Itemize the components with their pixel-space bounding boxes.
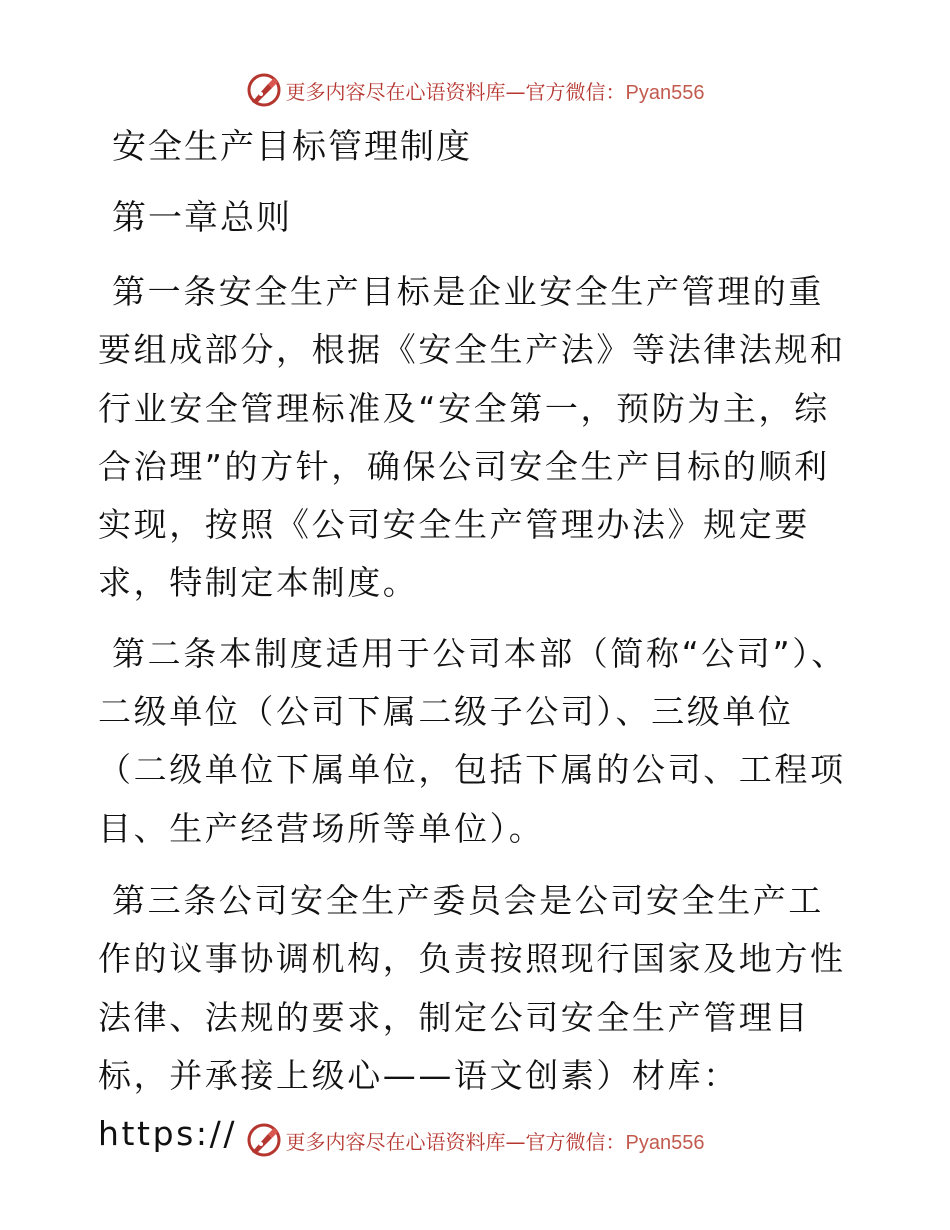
banner-site-name: 更多内容尽在心语资料库 — [285, 79, 506, 104]
pen-logo-icon — [246, 1122, 282, 1158]
banner-contact-id: Pyan556 — [625, 81, 705, 104]
banner-contact-label: 官方微信： — [525, 79, 626, 104]
article-paragraph-1: 第一条安全生产目标是企业安全生产管理的重要组成部分，根据《安全生产法》等法律法规和行业安全管理标准及“安全第一，预防为主，综合治理”的方针，确保公司安全生产目标的顺利实现，按照《公司安全生产管理办法》规定要求，特制定本制度。 — [98, 272, 846, 603]
article-paragraph-2: 第二条本制度适用于公司本部（简称“公司”）、二级单位（公司下属二级子公司）、三级单位（二级单位下属单位，包括下属的公司、工程项目、生产经营场所等单位）。 — [98, 633, 847, 848]
banner-site-name: 更多内容尽在心语资料库 — [285, 1129, 506, 1154]
banner-separator: — — [505, 1129, 526, 1154]
article-paragraph-3: 第三条公司安全生产委员会是公司安全生产工作的议事协调机构，负责按照现行国家及地方性法律、法规的要求，制定公司安全生产管理目标，并承接上级心——语文创素）材库：https:// — [98, 880, 846, 1154]
banner-separator: — — [505, 79, 526, 104]
header-watermark-banner — [0, 70, 950, 110]
banner-text — [286, 76, 705, 105]
banner-text — [286, 1126, 705, 1155]
chapter-heading: 第一章总则 — [112, 198, 292, 238]
banner-contact-id: Pyan556 — [625, 1131, 705, 1154]
document-title: 安全生产目标管理制度 — [112, 127, 472, 167]
footer-watermark-banner — [0, 1120, 950, 1160]
banner-contact-label: 官方微信： — [525, 1129, 626, 1154]
pen-logo-icon — [246, 72, 282, 108]
document-body — [98, 118, 858, 1163]
